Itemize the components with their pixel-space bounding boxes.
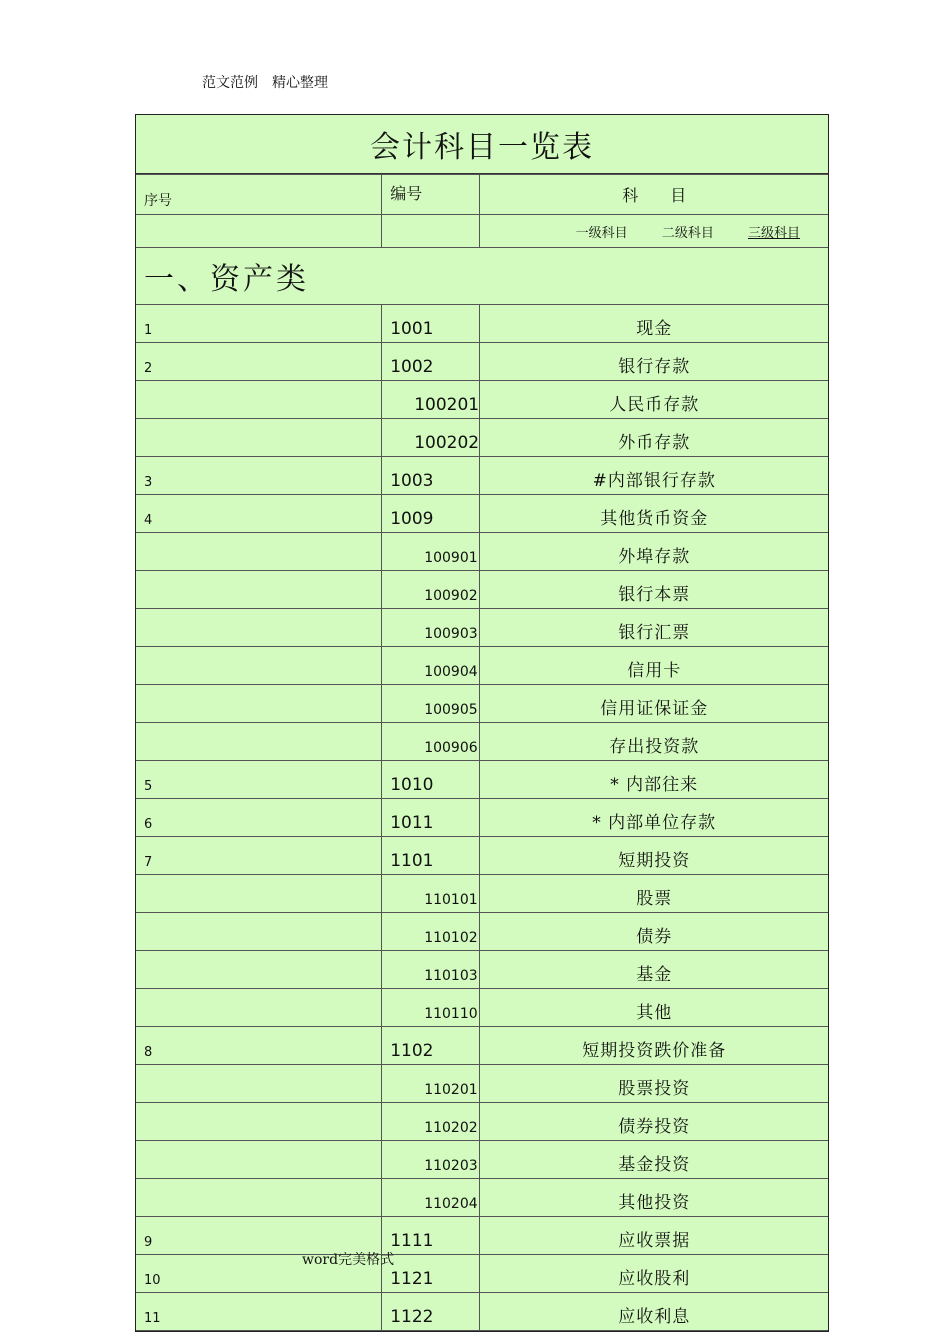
table-row <box>136 457 828 495</box>
row-seq: 3 <box>136 457 382 495</box>
row-name: 应收股利 <box>480 1255 828 1293</box>
table-row <box>136 1293 828 1331</box>
table-row <box>136 571 828 609</box>
row-name: 基金 <box>480 951 828 989</box>
section-title: 一、资产类 <box>136 248 828 305</box>
table-row <box>136 533 828 571</box>
row-code: 1003 <box>382 457 480 495</box>
row-seq <box>136 685 382 723</box>
row-code: 1011 <box>382 799 480 837</box>
row-seq <box>136 1103 382 1141</box>
row-code: 100903 <box>382 609 480 647</box>
level-2-label: 二级科目 <box>661 225 714 241</box>
row-seq: 5 <box>136 761 382 799</box>
row-seq <box>136 723 382 761</box>
row-seq <box>136 533 382 571</box>
row-name: 短期投资跌价准备 <box>480 1027 828 1065</box>
row-seq <box>136 1141 382 1179</box>
row-code: 110103 <box>382 951 480 989</box>
row-seq: 1 <box>136 305 382 343</box>
row-name: * 内部单位存款 <box>480 799 828 837</box>
row-name: 债券投资 <box>480 1103 828 1141</box>
row-seq: 7 <box>136 837 382 875</box>
row-code: 1121 <box>382 1255 480 1293</box>
table-row <box>136 1179 828 1217</box>
table-row <box>136 913 828 951</box>
table-row <box>136 1255 828 1293</box>
table-row <box>136 837 828 875</box>
row-seq <box>136 1065 382 1103</box>
row-name: #内部银行存款 <box>480 457 828 495</box>
row-name: 现金 <box>480 305 828 343</box>
table-row <box>136 495 828 533</box>
table-row <box>136 989 828 1027</box>
row-name: 股票投资 <box>480 1065 828 1103</box>
row-name: 信用卡 <box>480 647 828 685</box>
table-row <box>136 1141 828 1179</box>
row-seq: 6 <box>136 799 382 837</box>
row-code: 100201 <box>382 381 480 419</box>
row-code: 100202 <box>382 419 480 457</box>
row-seq: 11 <box>136 1293 382 1331</box>
row-seq <box>136 875 382 913</box>
row-name: 银行汇票 <box>480 609 828 647</box>
table-row <box>136 1103 828 1141</box>
row-name: * 内部往来 <box>480 761 828 799</box>
row-code: 1122 <box>382 1293 480 1331</box>
row-seq: 8 <box>136 1027 382 1065</box>
row-code: 100901 <box>382 533 480 571</box>
row-code: 100906 <box>382 723 480 761</box>
table-row <box>136 951 828 989</box>
row-name: 外币存款 <box>480 419 828 457</box>
row-name: 人民币存款 <box>480 381 828 419</box>
row-code: 110203 <box>382 1141 480 1179</box>
row-seq: 10 <box>136 1255 382 1293</box>
row-name: 信用证保证金 <box>480 685 828 723</box>
level-row <box>136 215 828 248</box>
row-seq <box>136 951 382 989</box>
row-name: 其他货币资金 <box>480 495 828 533</box>
table-row <box>136 1217 828 1255</box>
row-name: 债券 <box>480 913 828 951</box>
row-code: 110204 <box>382 1179 480 1217</box>
page-header-note: 范文范例 精心整理 <box>202 75 328 91</box>
row-seq <box>136 1179 382 1217</box>
table-title: 会计科目一览表 <box>136 115 828 174</box>
row-name: 外埠存款 <box>480 533 828 571</box>
table-row <box>136 609 828 647</box>
row-code: 1002 <box>382 343 480 381</box>
header-row <box>136 175 828 215</box>
table-row <box>136 343 828 381</box>
row-code: 1101 <box>382 837 480 875</box>
row-name: 股票 <box>480 875 828 913</box>
row-seq: 4 <box>136 495 382 533</box>
row-seq <box>136 419 382 457</box>
table-row <box>136 647 828 685</box>
row-seq <box>136 381 382 419</box>
page-footer-note: word完美格式 <box>302 1252 395 1268</box>
section-row <box>136 248 828 305</box>
row-code: 1010 <box>382 761 480 799</box>
row-name: 银行存款 <box>480 343 828 381</box>
row-code: 1102 <box>382 1027 480 1065</box>
row-seq <box>136 571 382 609</box>
row-seq: 2 <box>136 343 382 381</box>
row-code: 1111 <box>382 1217 480 1255</box>
account-table <box>136 174 828 1331</box>
row-code: 1009 <box>382 495 480 533</box>
row-code: 100905 <box>382 685 480 723</box>
account-table-sheet <box>135 114 829 1332</box>
row-seq <box>136 913 382 951</box>
header-seq: 序号 <box>136 175 382 215</box>
table-row <box>136 761 828 799</box>
row-name: 其他 <box>480 989 828 1027</box>
row-name: 应收票据 <box>480 1217 828 1255</box>
row-seq <box>136 989 382 1027</box>
table-row <box>136 799 828 837</box>
row-code: 100902 <box>382 571 480 609</box>
table-row <box>136 381 828 419</box>
row-code: 110102 <box>382 913 480 951</box>
table-row <box>136 723 828 761</box>
level-1-label: 一级科目 <box>575 225 628 241</box>
level-row-empty-seq <box>136 215 382 248</box>
header-subject: 科 目 <box>480 175 828 215</box>
row-name: 存出投资款 <box>480 723 828 761</box>
row-code: 100904 <box>382 647 480 685</box>
table-row <box>136 875 828 913</box>
row-code: 110101 <box>382 875 480 913</box>
row-code: 1001 <box>382 305 480 343</box>
table-row <box>136 305 828 343</box>
table-row <box>136 419 828 457</box>
row-seq: 9 <box>136 1217 382 1255</box>
level-row-empty-code <box>382 215 480 248</box>
level-labels <box>480 215 828 248</box>
row-name: 基金投资 <box>480 1141 828 1179</box>
row-name: 其他投资 <box>480 1179 828 1217</box>
row-seq <box>136 647 382 685</box>
header-code: 编号 <box>382 175 480 215</box>
table-row <box>136 1027 828 1065</box>
table-row <box>136 685 828 723</box>
row-name: 银行本票 <box>480 571 828 609</box>
row-code: 110110 <box>382 989 480 1027</box>
row-name: 短期投资 <box>480 837 828 875</box>
row-seq <box>136 609 382 647</box>
row-name: 应收利息 <box>480 1293 828 1331</box>
row-code: 110202 <box>382 1103 480 1141</box>
row-code: 110201 <box>382 1065 480 1103</box>
table-row <box>136 1065 828 1103</box>
level-3-label: 三级科目 <box>747 225 800 241</box>
